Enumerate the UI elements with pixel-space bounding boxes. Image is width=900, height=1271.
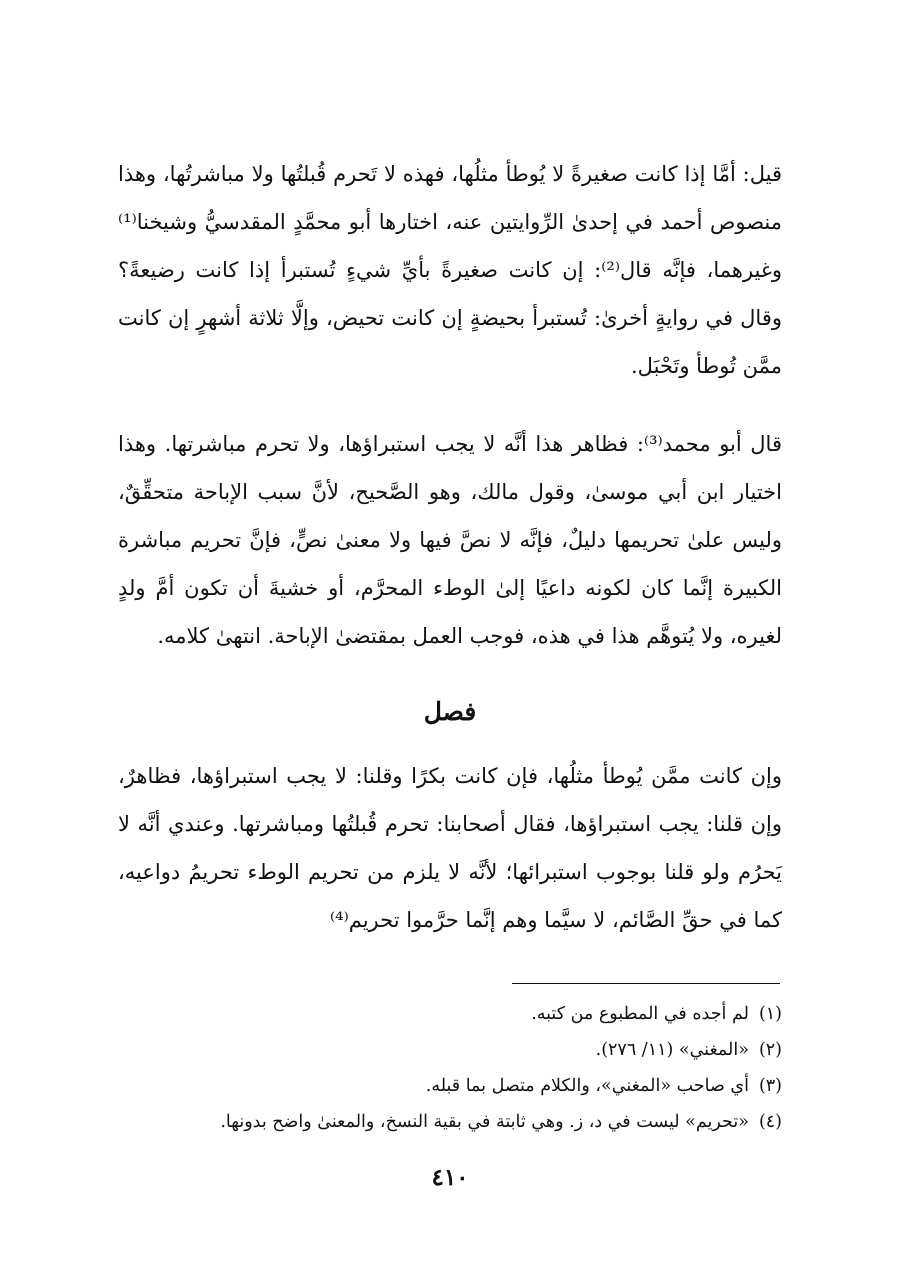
footnote-text: «تحريم» ليست في د، ز. وهي ثابتة في بقية النسخ، والمعنىٰ واضح بدونها. — [220, 1112, 749, 1132]
footnote-1 — [150, 996, 782, 1032]
section-heading: فصل — [423, 697, 477, 726]
paragraph-3 — [118, 752, 782, 944]
footnote-number: (١) — [758, 1004, 782, 1024]
page-number: ٤١٠ — [431, 1164, 469, 1191]
paragraph-1 — [118, 150, 782, 390]
paragraph-3-text: وإن كانت ممَّن يُوطأ مثلُها، فإن كانت بكرًا وقلنا: لا يجب استبراؤها، فظاهرٌ، وإن قلنا: يجب استبراؤها، فقال أصحابنا: تحرم قُبلتُها ومباشرتها. وعندي أنَّه لا يَحرُم ولو قلنا بوجوب استبرائها؛ لأنَّه لا يلزم من تحريم الوطء تحريمُ دواعيه، كما في حقِّ الصَّائم، لا سيَّما وهم إنَّما حرَّموا تحريم⁽⁴⁾ — [118, 764, 782, 932]
footnote-text: لم أجده في المطبوع من كتبه. — [531, 1004, 749, 1024]
footnote-4 — [150, 1104, 782, 1140]
footnote-text: «المغني» (١١/ ٢٧٦). — [595, 1040, 749, 1060]
footnote-text: أي صاحب «المغني»، والكلام متصل بما قبله. — [425, 1076, 749, 1096]
footnotes — [150, 996, 782, 1140]
footnote-2 — [150, 1032, 782, 1068]
paragraph-1-text: قيل: أمَّا إذا كانت صغيرةً لا يُوطأ مثلُها، فهذه لا تَحرم قُبلتُها ولا مباشرتُها، وهذا منصوص أحمد في إحدىٰ الرِّوايتين عنه، اختارها أبو محمَّدٍ المقدسيُّ وشيخنا⁽¹⁾ وغيرهما، فإنَّه قال⁽²⁾: إن كانت صغيرةً بأيِّ شيءٍ تُستبرأ إذا كانت رضيعةً؟ وقال في روايةٍ أخرىٰ: تُستبرأ بحيضةٍ إن كانت تحيض، وإلَّا ثلاثة أشهرٍ إن كانت ممَّن تُوطأ وتَحْبَل. — [118, 162, 782, 378]
paragraph-2 — [118, 420, 782, 660]
footnote-number: (٣) — [758, 1076, 782, 1096]
paragraph-2-text: قال أبو محمد⁽³⁾: فظاهر هذا أنَّه لا يجب استبراؤها، ولا تحرم مباشرتها. وهذا اختيار ابن أبي موسىٰ، وقول مالك، وهو الصَّحيح، لأنَّ سبب الإباحة متحقِّقٌ، وليس علىٰ تحريمها دليلٌ، فإنَّه لا نصَّ فيها ولا معنىٰ نصٍّ، فإنَّ تحريم مباشرة الكبيرة إنَّما كان لكونه داعيًا إلىٰ الوطء المحرَّم، أو خشيةَ أن تكون أمَّ ولدٍ لغيره، ولا يُتوهَّم هذا في هذه، فوجب العمل بمقتضىٰ الإباحة. انتهىٰ كلامه. — [118, 432, 782, 648]
footnote-number: (٤) — [758, 1112, 782, 1132]
footnote-divider — [512, 983, 780, 984]
footnote-3 — [150, 1068, 782, 1104]
footnote-number: (٢) — [758, 1040, 782, 1060]
